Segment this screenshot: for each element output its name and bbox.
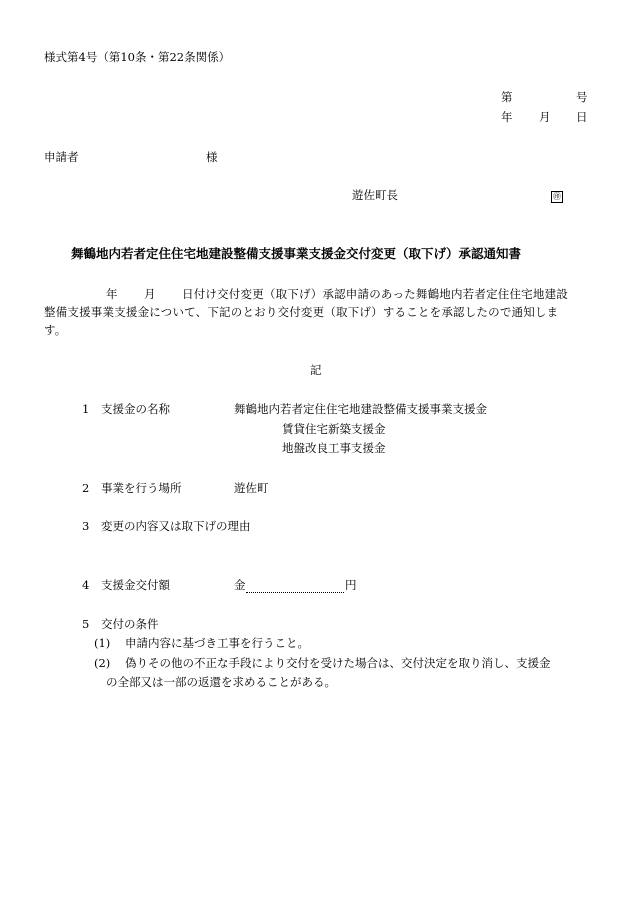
ki-heading: 記 [310, 363, 322, 377]
date-month: 月 [539, 110, 551, 124]
document-title: 舞鶴地内若者定住住宅地建設整備支援事業支援金交付変更（取下げ）承認通知書 [71, 246, 522, 261]
item-1-label: 支援金の名称 [101, 402, 170, 416]
item-5-label: 交付の条件 [101, 617, 159, 631]
body-line-1-month: 月 [144, 287, 156, 301]
item-2-label: 事業を行う場所 [101, 481, 182, 495]
issuer-name: 遊佐町長 [352, 188, 398, 202]
date-day: 日 [576, 110, 588, 124]
condition-1-number: (1) [94, 636, 111, 650]
applicant-label: 申請者 [44, 150, 79, 164]
item-1-value-1: 舞鶴地内若者定住住宅地建設整備支援事業支援金 [234, 402, 487, 416]
item-3-label: 変更の内容又は取下げの理由 [101, 519, 251, 533]
body-line-1: 日付け交付変更（取下げ）承認申請のあった舞鶴地内若者定住住宅地建設 [182, 287, 568, 301]
body-line-2: 整備支援事業支援金について、下記のとおり交付変更（取下げ）することを承認したので通知しま [44, 305, 559, 319]
item-5-number: 5 [82, 617, 90, 631]
item-4-number: 4 [82, 578, 90, 592]
body-line-1-year: 年 [106, 287, 118, 301]
issuer-seal [551, 190, 563, 203]
doc-number-go: 号 [576, 90, 588, 104]
condition-1-text: 申請内容に基づき工事を行うこと。 [125, 636, 309, 650]
item-1-value-3: 地盤改良工事支援金 [282, 441, 386, 455]
item-3-number: 3 [82, 519, 90, 533]
body-line-3: す。 [44, 323, 67, 337]
condition-2-text: 偽りその他の不正な手段により交付を受けた場合は、交付決定を取り消し、支援金 [125, 656, 551, 670]
applicant-suffix: 様 [206, 150, 218, 164]
amount-blank-line [246, 592, 344, 593]
condition-2-number: (2) [94, 656, 111, 670]
amount-prefix: 金 [234, 578, 246, 592]
item-2-value: 遊佐町 [234, 481, 269, 495]
amount-suffix: 円 [345, 578, 357, 592]
condition-2-continuation: の全部又は一部の返還を求めることがある。 [106, 675, 336, 689]
item-2-number: 2 [82, 481, 90, 495]
form-number: 様式第4号（第10条・第22条関係） [44, 50, 231, 64]
item-1-number: 1 [82, 402, 90, 416]
item-1-value-2: 賃貸住宅新築支援金 [282, 422, 386, 436]
date-year: 年 [501, 110, 513, 124]
seal-mark: ㊞ [553, 192, 561, 201]
item-4-label: 支援金交付額 [101, 578, 170, 592]
doc-number-dai: 第 [501, 90, 513, 104]
